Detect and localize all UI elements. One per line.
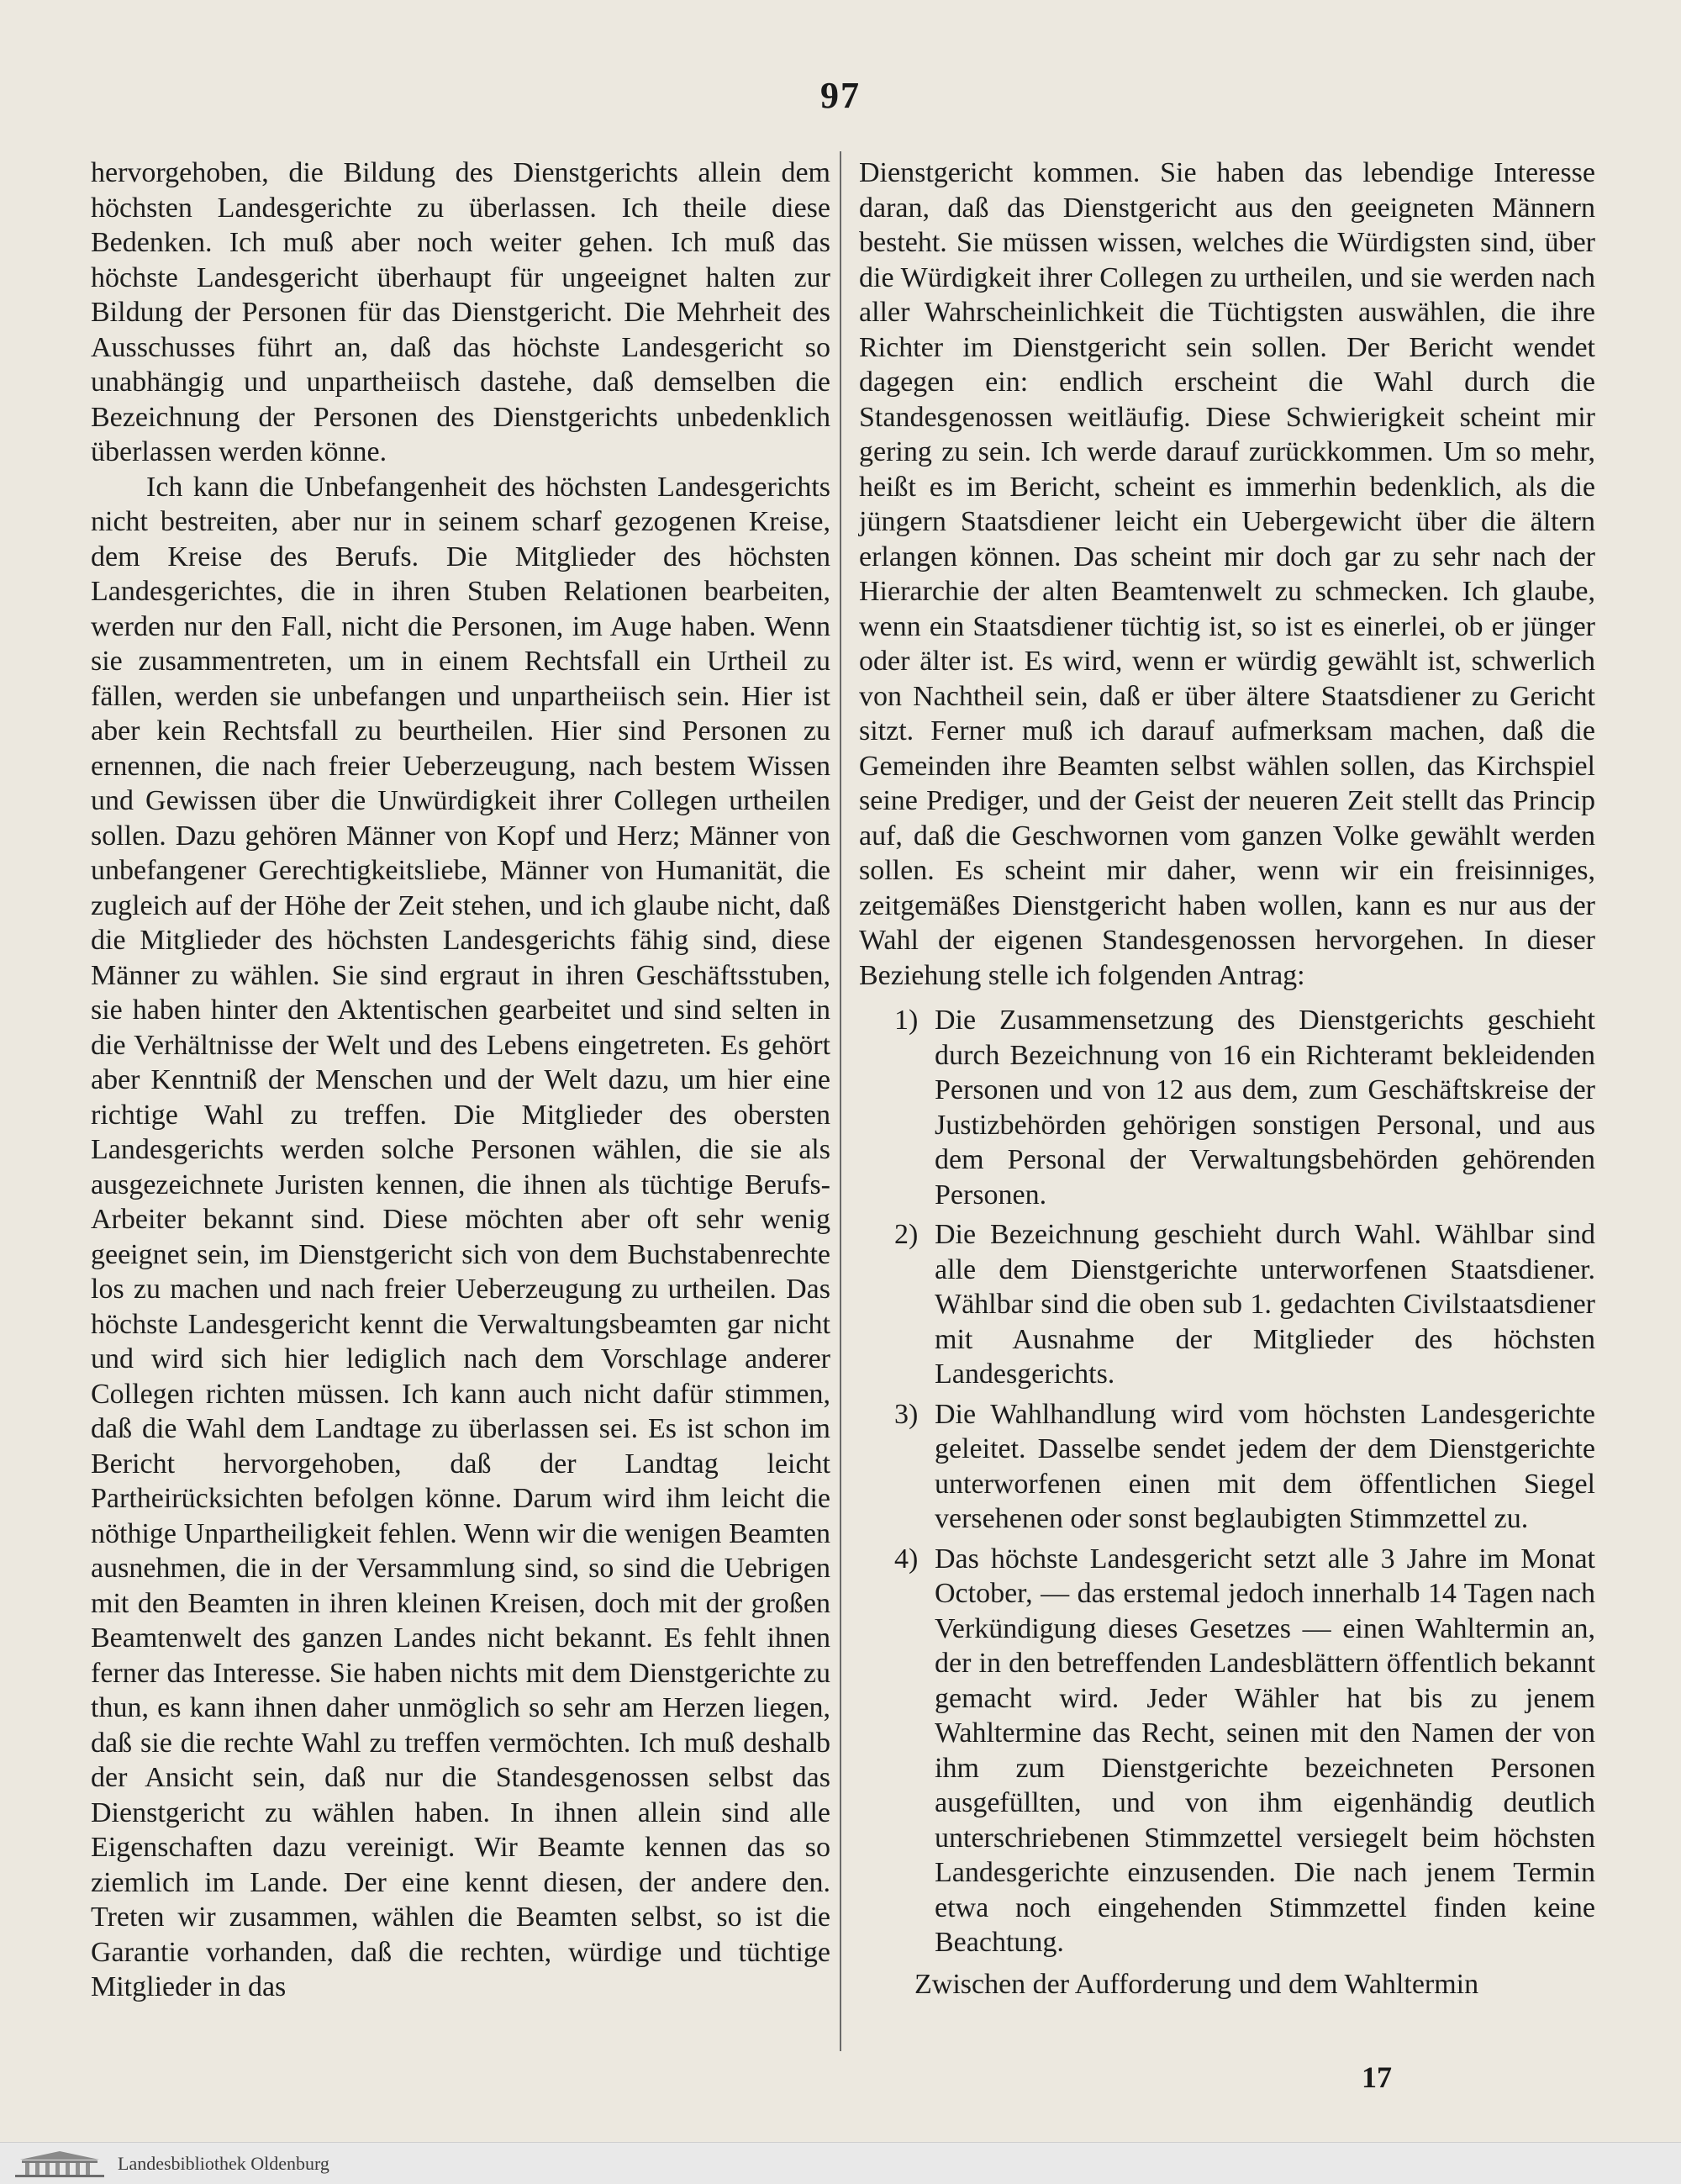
footer-bar	[0, 2142, 1681, 2184]
library-building-icon	[13, 2150, 106, 2178]
sheet-signature: 17	[1362, 2060, 1392, 2094]
paragraph: hervorgehoben, die Bildung des Dienstgerichts allein dem höchsten Landesgerichte zu überlassen. Ich theile diese Bedenken. Ich muß aber noch weiter gehen. Ich muß das höchste Landesgericht überhaupt für ungeeignet halten zur Bildung der Personen für das Dienstgericht. Die Mehrheit des Ausschusses führt an, daß das höchste Landesgericht so unabhängig und unpartheiisch dastehe, daß demselben die Bezeichnung der Personen des Dienstgerichts unbedenklich überlassen werden könne.	[91, 157, 830, 467]
motion-item-text: Das höchste Landesgericht setzt alle 3 Jahre im Monat October, — das erstemal jedoch innerhalb 14 Tagen nach Verkündigung dieses Gesetzes — einen Wahltermin an, der in den betreffenden Landesblättern öffentlich bekannt gemacht wird. Jeder Wähler hat bis zu jenem Wahltermine das Recht, seinen mit den Namen der von ihm zum Dienstgerichte bezeichneten Personen ausgefüllten, und von ihm eigenhändig deutlich unterschriebenen Stimmzettel versiegelt beim höchsten Landesgerichte einzusenden. Die nach jenem Termin etwa noch eingehenden Stimmzettel finden keine Beachtung.	[935, 1543, 1595, 1958]
paragraph: Dienstgericht kommen. Sie haben das lebendige Interesse daran, daß das Dienstgericht aus den geeigneten Männern besteht. Sie müssen wissen, welches die Würdigsten sind, über die Würdigkeit ihrer Collegen zu urtheilen, und sie werden nach aller Wahrscheinlichkeit die Tüchtigsten auswählen, die ihre Richter im Dienstgericht sein sollen. Der Bericht wendet dagegen ein: endlich erscheint die Wahl durch die Standesgenossen weitläufig. Diese Schwierigkeit scheint mir gering zu sein. Ich werde darauf zurückkommen. Um so mehr, heißt es im Bericht, scheint es immerhin bedenklich, als die jüngern Staatsdiener leicht ein Uebergewicht über die ältern erlangen können. Das scheint mir doch gar zu sehr nach der Hierarchie der alten Beamtenwelt zu schmecken. Ich glaube, wenn ein Staatsdiener tüchtig ist, so ist es einerlei, ob er jünger oder älter ist. Es wird, wenn er würdig gewählt ist, schwerlich von Nachtheil sein, daß er über ältere Staatsdiener zu Gericht sitzt. Ferner muß ich darauf aufmerksam machen, daß die Gemeinden ihre Beamten selbst wählen sollen, das Kirchspiel seine Prediger, und der Geist der neueren Zeit stellt das Princip auf, daß die Geschwornen vom ganzen Volke gewählt werden sollen. Es scheint mir daher, wenn wir ein freisinniges, zeitgemäßes Dienstgericht haben wollen, kann es nur aus der Wahl der eigenen Standesgenossen hervorgehen. In dieser Beziehung stelle ich folgenden Antrag:	[859, 157, 1595, 991]
motion-item	[859, 1003, 1595, 1212]
library-name: Landesbibliothek Oldenburg	[118, 2153, 329, 2174]
page-number: 97	[820, 75, 861, 116]
motion-item	[859, 1217, 1595, 1392]
left-column	[91, 156, 830, 2005]
motion-item	[859, 1397, 1595, 1537]
motion-list	[859, 1003, 1595, 1960]
paragraph: Zwischen der Aufforderung und dem Wahltermin	[914, 1968, 1479, 2000]
motion-item-text: Die Bezeichnung geschieht durch Wahl. Wählbar sind alle dem Dienstgerichte unterworfenen Staatsdiener. Wählbar sind die oben sub 1. gedachten Civilstaatsdiener mit Ausnahme der Mitglieder des höchsten Landesgerichts.	[935, 1219, 1595, 1390]
motion-item-number: 1)	[894, 1005, 919, 1036]
motion-item-text: Die Zusammensetzung des Dienstgerichts geschieht durch Bezeichnung von 16 ein Richteramt bekleidenden Personen und von 12 aus dem, zum Geschäftskreise der Justizbehörden gehörigen sonstigen Personal, und aus dem Personal der Verwaltungsbehörden gehörenden Personen.	[935, 1005, 1595, 1211]
column-divider	[840, 151, 841, 2051]
motion-item	[859, 1542, 1595, 1960]
right-column	[859, 156, 1595, 2002]
motion-item-number: 2)	[894, 1219, 919, 1250]
paragraph: Ich kann die Unbefangenheit des höchsten Landesgerichts nicht bestreiten, aber nur in seinem scharf gezogenen Kreise, dem Kreise des Berufs. Die Mitglieder des höchsten Landesgerichtes, die in ihren Stuben Relationen bearbeiten, werden nur den Fall, nicht die Personen, im Auge haben. Wenn sie zusammentreten, um in einem Rechtsfall ein Urtheil zu fällen, werden sie unbefangen und unpartheiisch sein. Hier ist aber kein Rechtsfall zu beurtheilen. Hier sind Personen zu ernennen, die nach freier Ueberzeugung, nach bestem Wissen und Gewissen über die Unwürdigkeit ihrer Collegen urtheilen sollen. Dazu gehören Männer von Kopf und Herz; Männer von unbefangener Gerechtigkeitsliebe, Männer von Humanität, die zugleich auf der Höhe der Zeit stehen, und ich glaube nicht, daß die Mitglieder des höchsten Landesgerichts fähig sind, diese Männer zu wählen. Sie sind ergraut in ihren Geschäftsstuben, sie haben hinter den Aktentischen gearbeitet und sind selten in die Verhältnisse der Welt und des Lebens eingetreten. Es gehört aber Kenntniß der Menschen und der Welt dazu, um hier eine richtige Wahl zu treffen. Die Mitglieder des obersten Landesgerichts werden solche Personen wählen, die sie als ausgezeichnete Juristen kennen, die ihnen als tüchtige Berufs-Arbeiter bekannt sind. Diese möchten aber oft sehr wenig geeignet sein, im Dienstgericht sich von dem Buchstabenrechte los zu machen und nach freier Ueberzeugung zu urtheilen. Das höchste Landesgericht kennt die Verwaltungsbeamten gar nicht und wird sich hier lediglich nach dem Vorschlage anderer Collegen richten müssen. Ich kann auch nicht dafür stimmen, daß die Wahl dem Landtage zu überlassen sei. Es ist schon im Bericht hervorgehoben, daß der Landtag leicht Partheirücksichten befolgen könne. Darum wird ihm leicht die nöthige Unpartheiligkeit fehlen. Wenn wir die wenigen Beamten ausnehmen, die in der Versammlung sind, so sind die Uebrigen mit den Beamten in ihren kleinen Kreisen, doch mit der großen Beamtenwelt des ganzen Landes nicht bekannt. Es fehlt ihnen ferner das Interesse. Sie haben nichts mit dem Dienstgerichte zu thun, es kann ihnen daher unmöglich so sehr am Herzen liegen, daß sie die rechte Wahl zu treffen vermöchten. Ich muß deshalb der Ansicht sein, daß nur die Standesgenossen selbst das Dienstgericht zu wählen haben. In ihnen allein sind alle Eigenschaften dazu vereinigt. Wir Beamte kennen das so ziemlich im Lande. Der eine kennt diesen, der andere den. Treten wir zusammen, wählen die Beamten selbst, so ist die Garantie vorhanden, daß die rechten, würdige und tüchtige Mitglieder in das	[91, 471, 830, 2002]
motion-item-number: 4)	[894, 1543, 919, 1575]
motion-item-number: 3)	[894, 1398, 919, 1430]
motion-item-text: Die Wahlhandlung wird vom höchsten Landesgerichte geleitet. Dasselbe sendet jedem der dem Dienstgerichte unterworfenen einen mit dem öffentlichen Siegel versehenen oder sonst beglaubigten Stimmzettel zu.	[935, 1398, 1595, 1534]
